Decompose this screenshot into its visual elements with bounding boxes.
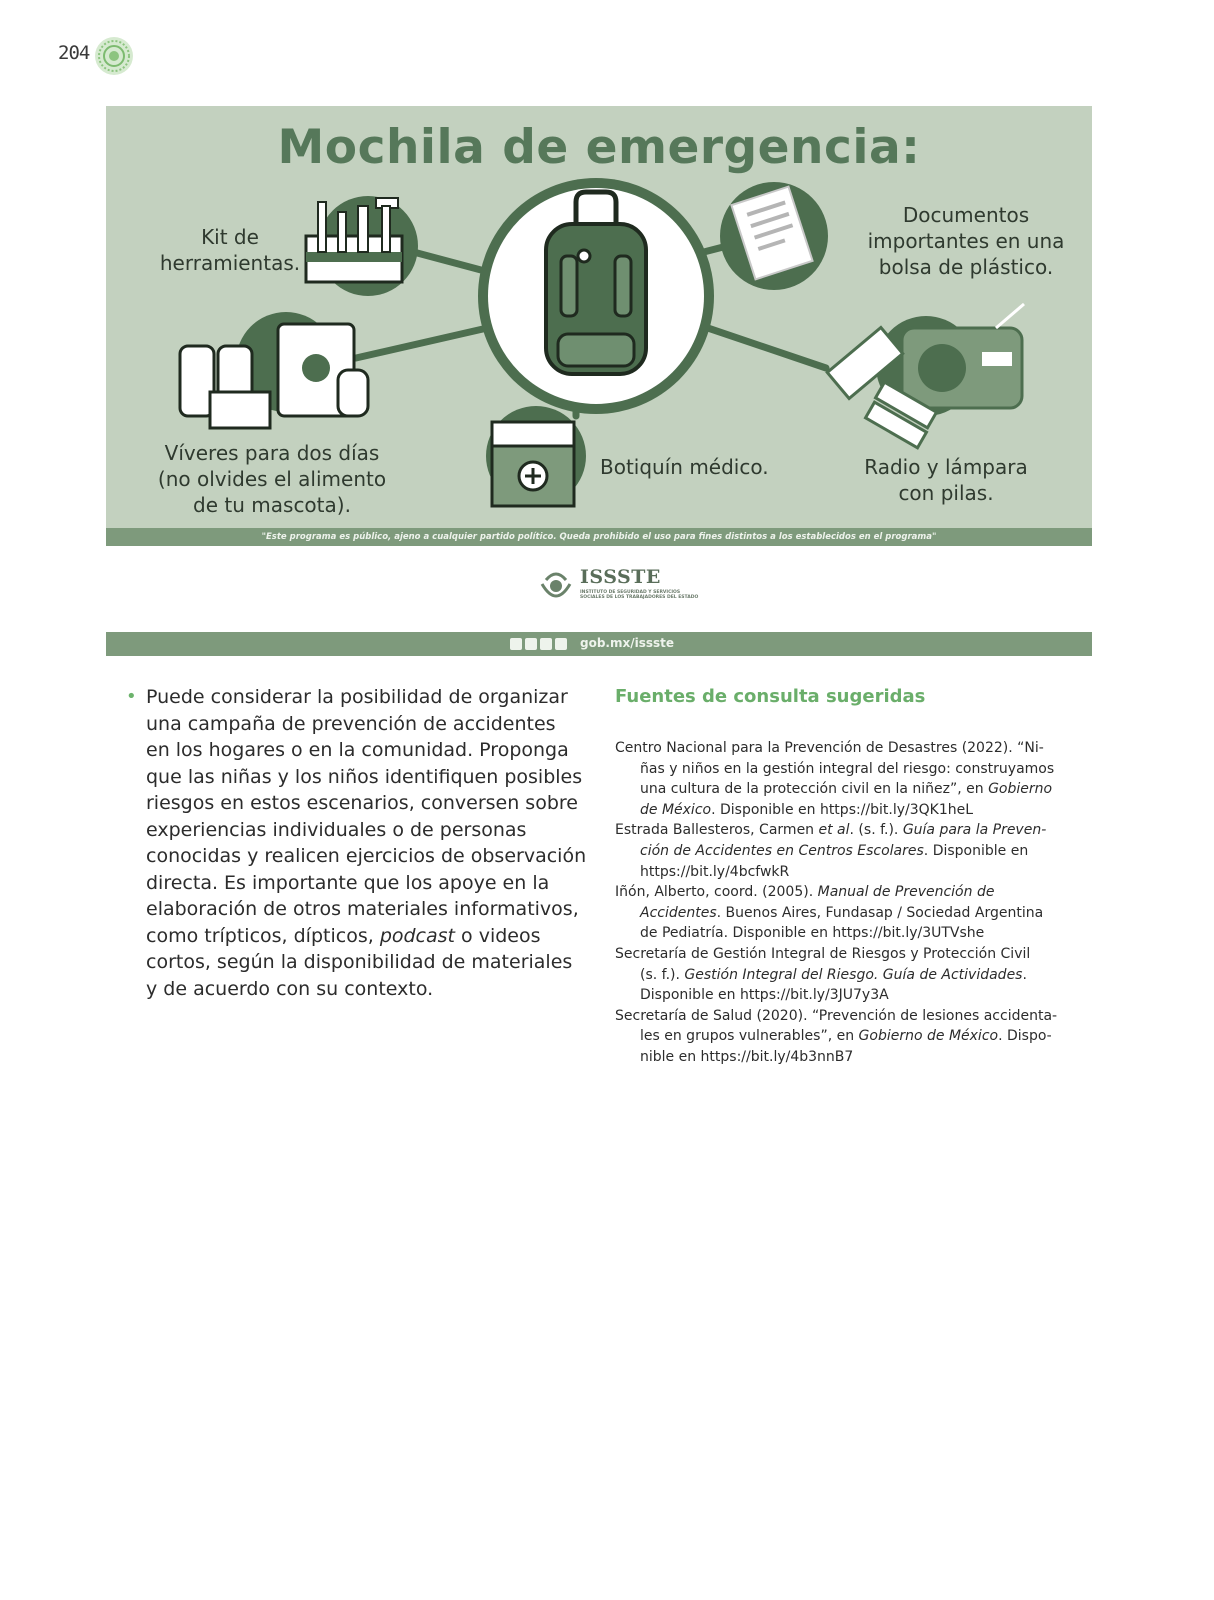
twitter-icon bbox=[525, 638, 537, 650]
bullet-marker: • bbox=[126, 686, 137, 707]
facebook-icon bbox=[510, 638, 522, 650]
sun-ornament-icon bbox=[94, 36, 134, 76]
label-provisions: Víveres para dos días (no olvides el alimento de tu mascota). bbox=[157, 441, 387, 517]
label-first-aid: Botiquín médico. bbox=[600, 455, 769, 479]
poster-disclaimer: "Este programa es público, ajeno a cualquier partido político. Queda prohibido el uso para fines distintos a los establecidos en el programa" bbox=[106, 528, 1092, 546]
documents-icon bbox=[720, 182, 828, 290]
reference-item: Secretaría de Salud (2020). “Prevención de lesiones accidenta- les en grupos vulnerables”, en Gobierno de México. Dispo- nible en https://bit.ly/4b3nnB7 bbox=[615, 1007, 1058, 1065]
issste-logo-name: ISSSTE bbox=[580, 566, 661, 588]
references-heading: Fuentes de consulta sugeridas bbox=[615, 686, 926, 707]
youtube-icon bbox=[555, 638, 567, 650]
label-toolkit: Kit de herramientas. bbox=[159, 225, 301, 275]
provisions-icon bbox=[180, 312, 368, 428]
label-radio: Radio y lámpara con pilas. bbox=[864, 455, 1028, 505]
label-documents: Documentos importantes en una bolsa de plástico. bbox=[867, 203, 1065, 279]
backpack-icon bbox=[478, 178, 714, 414]
instagram-icon bbox=[540, 638, 552, 650]
reference-item: Secretaría de Gestión Integral de Riesgos y Protección Civil (s. f.). Gestión Integral del Riesgo. Guía de Actividades. Disponible en https://bit.ly/3JU7y3A bbox=[615, 945, 1031, 1004]
page-number: 204 bbox=[58, 42, 90, 64]
logo-band bbox=[106, 546, 1092, 632]
radio-flashlight-icon bbox=[827, 304, 1024, 448]
first-aid-kit-icon bbox=[486, 406, 586, 506]
reference-item: Iñón, Alberto, coord. (2005). Manual de Prevención de Accidentes. Buenos Aires, Fundasap / Sociedad Argentina de Pediatría. Disponible en https://bit.ly/3UTVshe bbox=[615, 884, 1044, 942]
social-icons bbox=[510, 638, 567, 650]
footer-url: gob.mx/issste bbox=[580, 636, 675, 650]
reference-item: Centro Nacional para la Prevención de Desastres (2022). “Ni- ñas y niños en la gestión integral del riesgo: construyamos una cultura de la protección civil en la niñez”, en Gobierno de México. Disponible en https://bit.ly/3QK1heL bbox=[615, 740, 1055, 818]
poster-footer bbox=[106, 632, 1092, 656]
body-paragraph: Puede considerar la posibilidad de organizar una campaña de prevención de accidentes en los hogares o en la comunidad. Proponga que las niñas y los niños identifiquen posibles riesgos en estos escenarios, conversen sobre experiencias individuales o de personas conocidas y realicen ejercicios de observación directa. Es importante que los apoye en la elaboración de otros materiales informativos, como trípticos, dípticos, podcast o videos cortos, según la disponibilidad de materiales y de acuerdo con su contexto. bbox=[146, 686, 587, 1000]
issste-logo-subtitle: INSTITUTO DE SEGURIDAD Y SERVICIOS SOCIALES DE LOS TRABAJADORES DEL ESTADO bbox=[580, 590, 699, 600]
references-list bbox=[615, 738, 1093, 1068]
poster-title: Mochila de emergencia: bbox=[277, 120, 921, 175]
emergency-backpack-poster bbox=[106, 106, 1092, 656]
reference-item: Estrada Ballesteros, Carmen et al. (s. f.). Guía para la Preven- ción de Accidentes en Centros Escolares. Disponible en https://bit.ly/4bcfwkR bbox=[615, 822, 1047, 880]
issste-logo-icon bbox=[536, 566, 576, 606]
